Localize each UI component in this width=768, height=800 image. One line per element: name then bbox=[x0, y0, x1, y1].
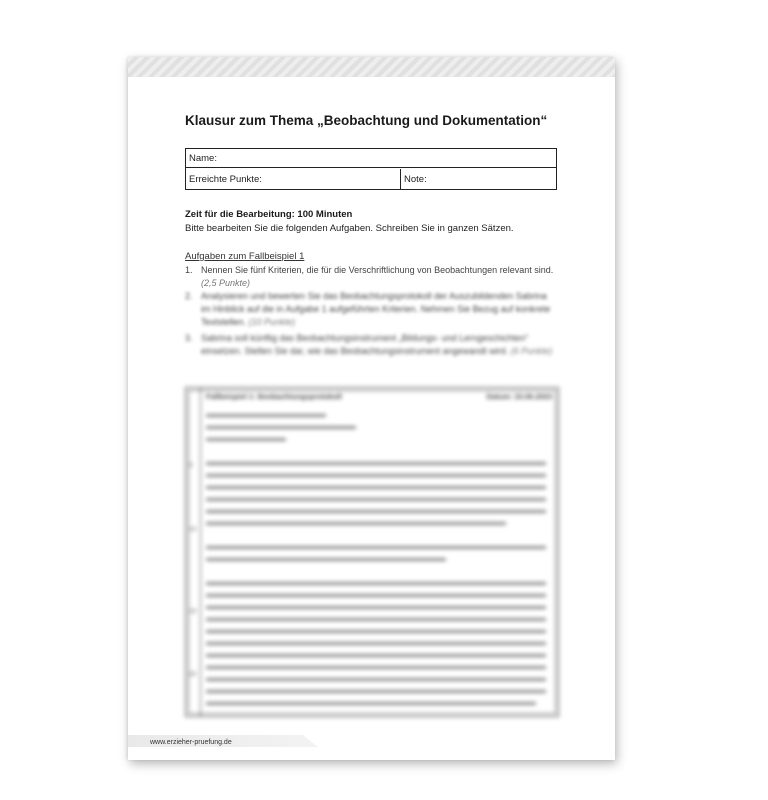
name-row bbox=[186, 149, 556, 168]
protocol-title: Fallbeispiel 1: Beobachtungsprotokoll bbox=[206, 392, 342, 401]
tasks-heading: Aufgaben zum Fallbeispiel 1 bbox=[185, 251, 305, 262]
task-points: (10 Punkte) bbox=[248, 317, 296, 327]
observation-protocol-box bbox=[185, 387, 559, 717]
line-number-gutter bbox=[200, 388, 201, 716]
task-points: (2,5 Punkte) bbox=[201, 278, 251, 288]
line-number: 20 bbox=[189, 671, 197, 678]
task-text bbox=[201, 332, 555, 358]
line-number: 15 bbox=[189, 608, 197, 615]
blurred-text-line bbox=[206, 474, 546, 477]
exam-sheet bbox=[128, 57, 615, 760]
blurred-text-line bbox=[206, 594, 546, 597]
points-label: Erreichte Punkte: bbox=[189, 174, 262, 185]
task-number: 1. bbox=[185, 265, 193, 275]
info-table-divider bbox=[400, 169, 401, 190]
blurred-text-line bbox=[206, 702, 536, 705]
blurred-text-line bbox=[206, 462, 546, 465]
task-text bbox=[201, 264, 555, 290]
line-number: 5 bbox=[189, 462, 193, 469]
points-grade-row bbox=[186, 169, 556, 190]
instruction-text: Bitte bearbeiten Sie die folgenden Aufgaben. Schreiben Sie in ganzen Sätzen. bbox=[185, 223, 514, 234]
footer-url: www.erzieher-pruefung.de bbox=[150, 739, 232, 746]
blurred-text-line bbox=[206, 426, 356, 429]
sheet-top-stripe bbox=[128, 57, 615, 77]
blurred-text-line bbox=[206, 690, 546, 693]
blurred-text-line bbox=[206, 630, 546, 633]
time-limit: Zeit für die Bearbeitung: 100 Minuten bbox=[185, 209, 353, 220]
blurred-text-line bbox=[206, 642, 546, 645]
blurred-text-line bbox=[206, 498, 546, 501]
grade-label: Note: bbox=[404, 174, 427, 185]
document-title: Klausur zum Thema „Beobachtung und Dokumentation“ bbox=[185, 113, 548, 128]
task-description: Analysieren und bewerten Sie das Beobachtungsprotokoll der Auszubildenden Sabrina im Hinblick auf die in Aufgabe 1 aufgeführten Kriterien. Nehmen Sie Bezug auf konkrete Textstellen. bbox=[201, 291, 551, 327]
blurred-text-line bbox=[206, 558, 446, 561]
task-number: 2. bbox=[185, 291, 193, 301]
name-label: Name: bbox=[189, 153, 217, 164]
line-number: 10 bbox=[189, 526, 197, 533]
blurred-text-line bbox=[206, 510, 546, 513]
blurred-text-line bbox=[206, 606, 546, 609]
blurred-text-line bbox=[206, 654, 546, 657]
task-number: 3. bbox=[185, 333, 193, 343]
blurred-text-line bbox=[206, 546, 546, 549]
protocol-date: Datum: 23.06.2023 bbox=[486, 392, 552, 401]
task-points: (6 Punkte) bbox=[510, 346, 553, 356]
blurred-text-line bbox=[206, 438, 286, 441]
task-description: Sabrina soll künftig das Beobachtungsinstrument „Bildungs- und Lerngeschichten“ einsetzen. Stellen Sie dar, wie das Beobachtungsinstrument angewandt wird. bbox=[201, 333, 529, 356]
student-info-table bbox=[185, 148, 557, 190]
blurred-text-line bbox=[206, 666, 546, 669]
blurred-text-line bbox=[206, 522, 506, 525]
blurred-text-line bbox=[206, 582, 546, 585]
task-description: Nennen Sie fünf Kriterien, die für die Verschriftlichung von Beobachtungen relevant sind. bbox=[201, 265, 554, 275]
blurred-text-line bbox=[206, 678, 546, 681]
blurred-text-line bbox=[206, 486, 546, 489]
blurred-text-line bbox=[206, 414, 326, 417]
blurred-text-line bbox=[206, 618, 546, 621]
task-text bbox=[201, 290, 555, 329]
